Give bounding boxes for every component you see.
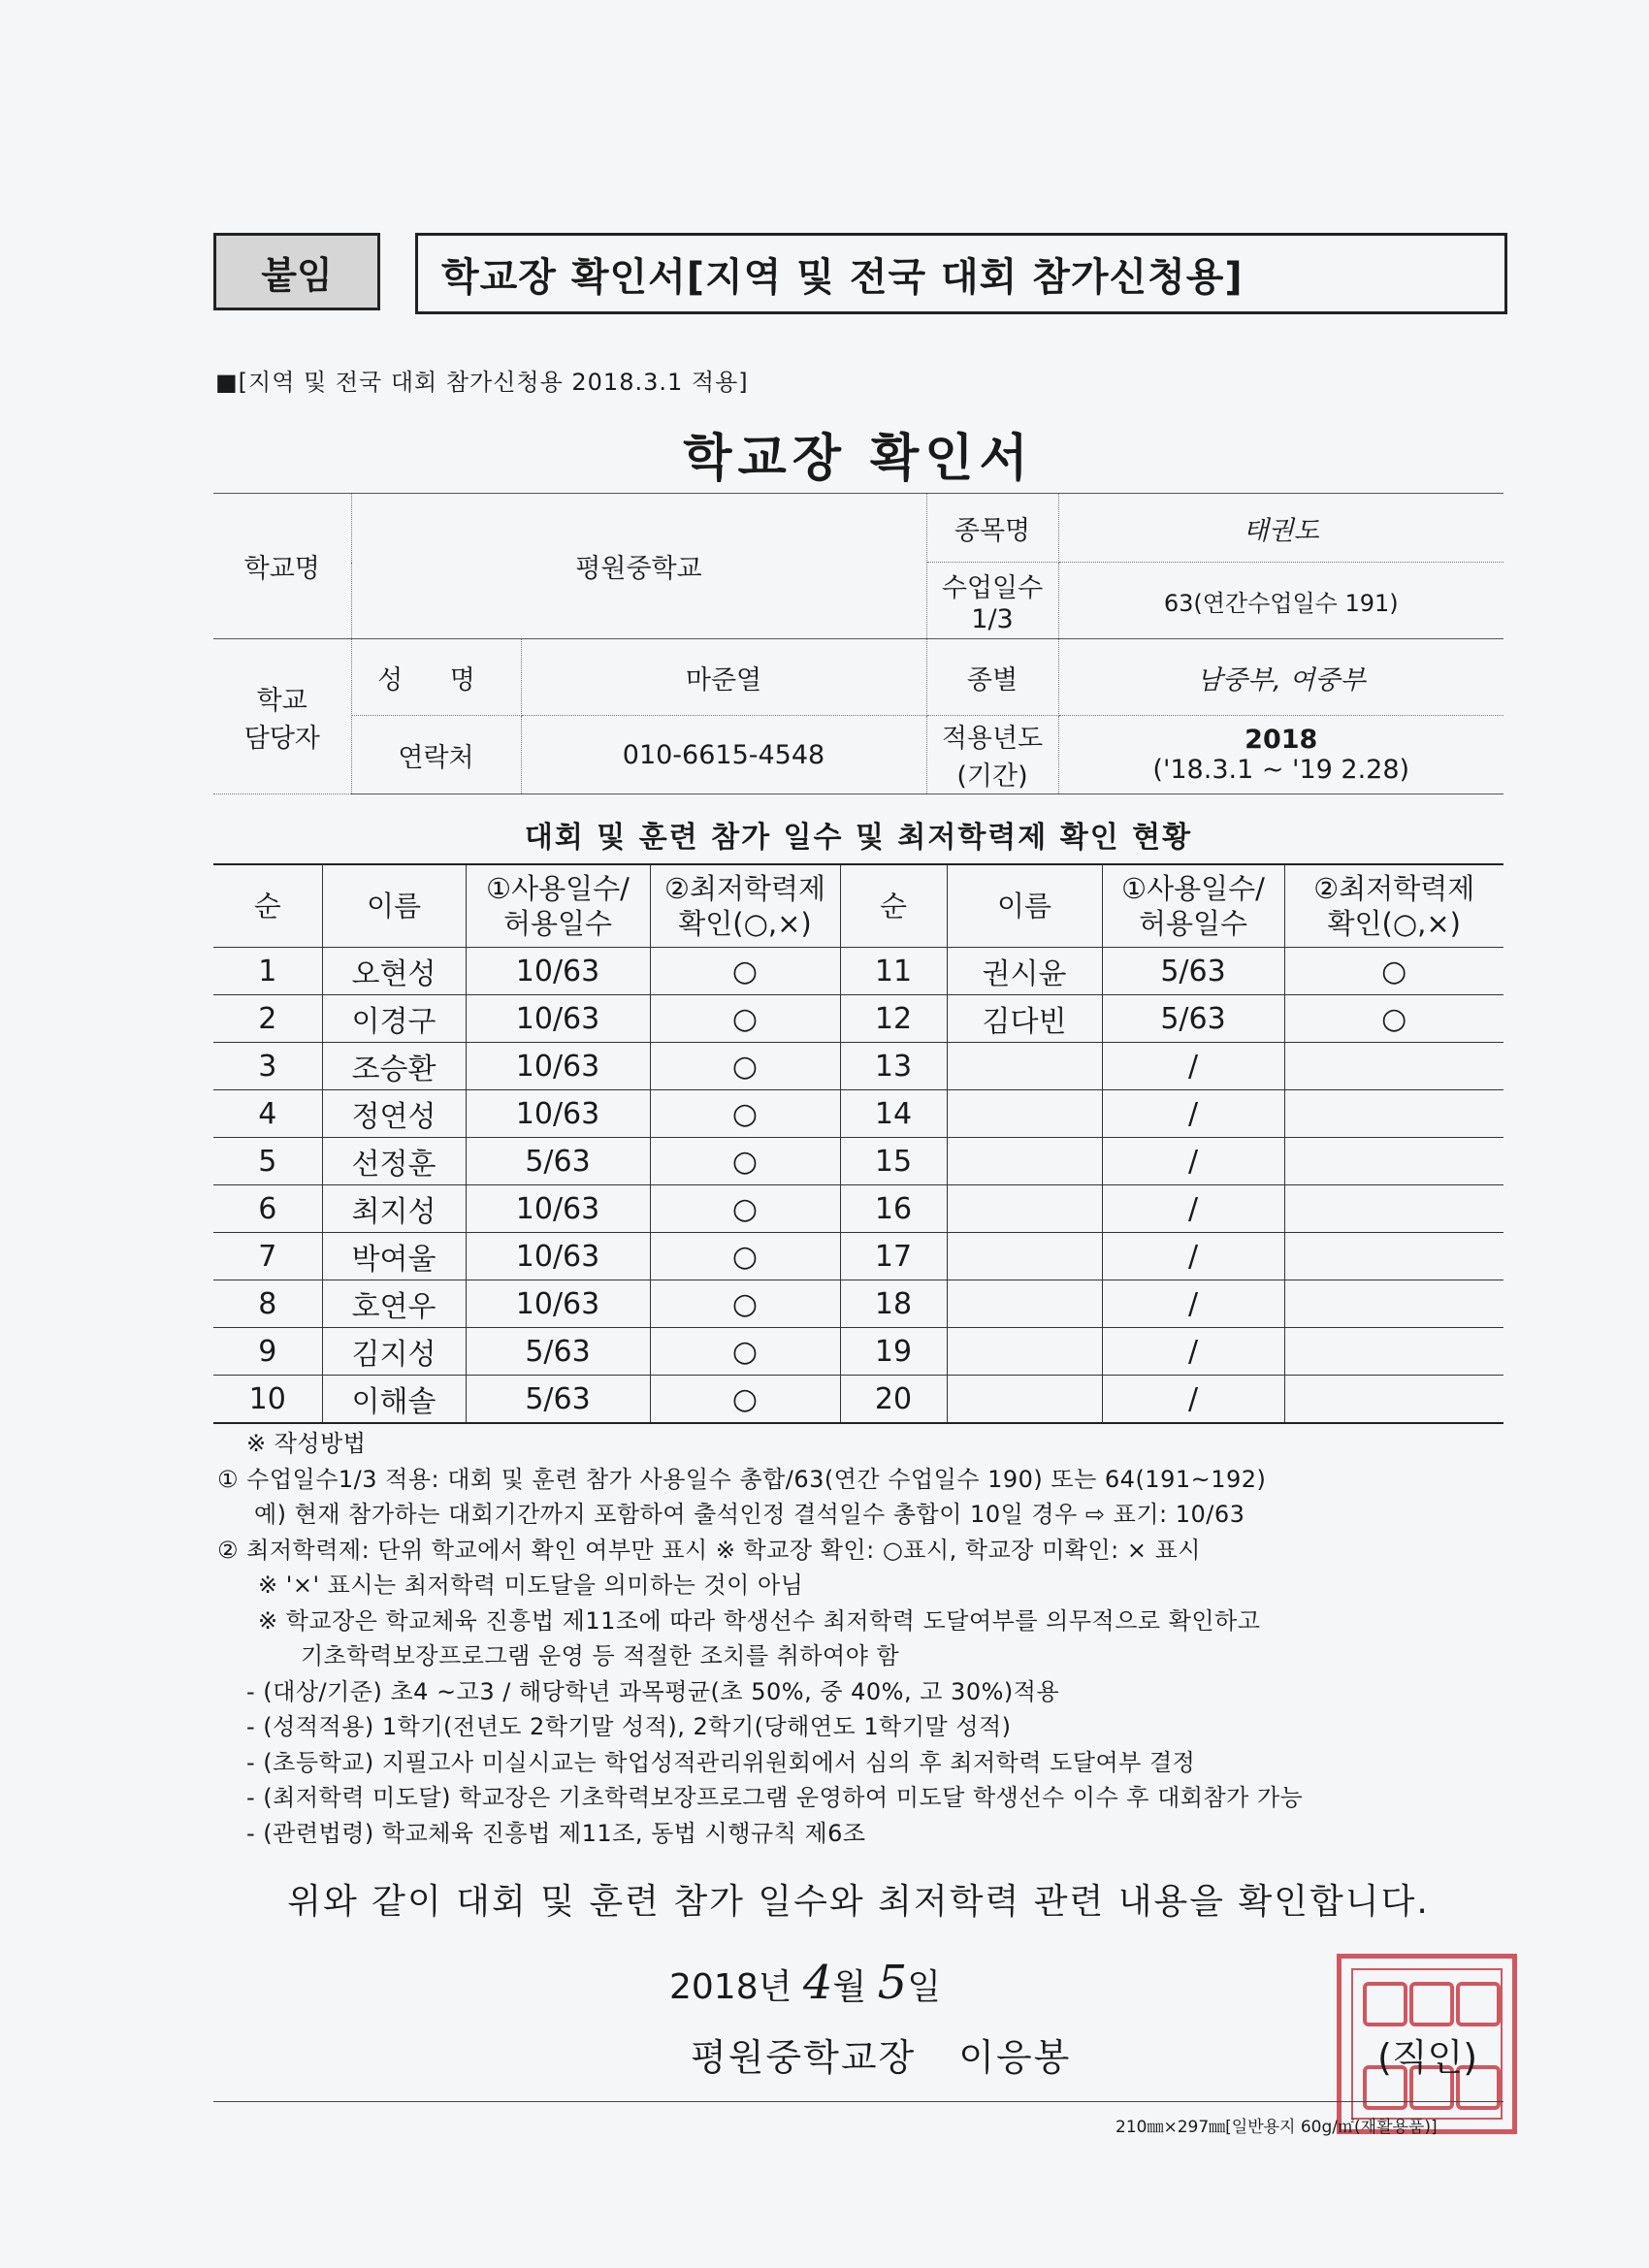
table-row bbox=[213, 1280, 1504, 1328]
row-days-right: / bbox=[1102, 1376, 1284, 1424]
row-check: ○ bbox=[650, 1280, 840, 1328]
row-name-right bbox=[947, 1185, 1102, 1233]
sport-value: 태권도 bbox=[1058, 494, 1504, 563]
row-no: 8 bbox=[213, 1280, 322, 1328]
bottom-divider bbox=[213, 2101, 1504, 2102]
document-title: 학교장 확인서 bbox=[683, 430, 1034, 488]
col-header-check-line2: 확인(○,×) bbox=[678, 907, 812, 940]
row-name-right bbox=[947, 1328, 1102, 1376]
date-month-unit: 월 bbox=[832, 1967, 867, 2007]
row-days: 10/63 bbox=[466, 1233, 650, 1280]
row-days-right: / bbox=[1102, 1138, 1284, 1185]
school-name-label: 학교명 bbox=[213, 494, 351, 639]
table-row bbox=[213, 1233, 1504, 1280]
row-check-right bbox=[1284, 1376, 1504, 1424]
row-no: 6 bbox=[213, 1185, 322, 1233]
note-item: ※ '×' 표시는 최저학력 미도달을 의미하는 것이 아님 bbox=[258, 1571, 804, 1599]
note-item: - (초등학교) 지필고사 미실시교는 학업성적관리위원회에서 심의 후 최저학력 도달여부 결정 bbox=[246, 1748, 1196, 1776]
school-days-label-line1: 수업일수 bbox=[941, 573, 1044, 603]
col-header-check-right bbox=[1284, 864, 1504, 948]
date-day-unit: 일 bbox=[907, 1967, 941, 2007]
row-no: 3 bbox=[213, 1043, 322, 1090]
manager-name-label: 성 명 bbox=[351, 639, 521, 716]
row-name-right bbox=[947, 1280, 1102, 1328]
col-header-days-right-line2: 허용일수 bbox=[1138, 907, 1248, 940]
row-name: 오현성 bbox=[322, 948, 466, 995]
row-days: 5/63 bbox=[466, 1376, 650, 1424]
row-name-right bbox=[947, 1138, 1102, 1185]
row-check-right bbox=[1284, 1185, 1504, 1233]
seal-glyph-shape bbox=[1363, 1982, 1407, 2026]
col-header-check-right-line2: 확인(○,×) bbox=[1327, 907, 1461, 940]
contact-person-label-line1: 학교 bbox=[256, 685, 307, 716]
row-no-right: 13 bbox=[840, 1043, 947, 1090]
attachment-tag bbox=[213, 233, 380, 310]
sport-label: 종목명 bbox=[926, 494, 1058, 563]
form-title-label: 학교장 확인서[지역 및 전국 대회 참가신청용] bbox=[441, 254, 1244, 300]
table-row bbox=[213, 1376, 1504, 1424]
row-days-right: / bbox=[1102, 1185, 1284, 1233]
paper-spec-footer: 210㎜×297㎜[일반용지 60g/㎡(재활용품)] bbox=[1116, 2118, 1438, 2137]
note-item: ② 최저학력제: 단위 학교에서 확인 여부만 표시 ※ 학교장 확인: ○표시, 학교장 미확인: × 표시 bbox=[217, 1536, 1201, 1564]
row-name-right bbox=[947, 1043, 1102, 1090]
seal-glyph-shape bbox=[1409, 1982, 1454, 2026]
row-no-right: 20 bbox=[840, 1376, 947, 1424]
row-no-right: 14 bbox=[840, 1090, 947, 1138]
table-row bbox=[213, 1328, 1504, 1376]
row-name-right bbox=[947, 1090, 1102, 1138]
seal-label: (직인) bbox=[1377, 2036, 1478, 2079]
row-days: 10/63 bbox=[466, 995, 650, 1043]
col-header-check-line1: ②최저학력제 bbox=[663, 871, 826, 905]
row-check: ○ bbox=[650, 948, 840, 995]
row-check: ○ bbox=[650, 1090, 840, 1138]
apply-year-period: ('18.3.1 ~ '19 2.28) bbox=[1152, 755, 1410, 785]
attachment-tag-label: 붙임 bbox=[261, 253, 333, 297]
row-days-right: / bbox=[1102, 1043, 1284, 1090]
note-item: - (대상/기준) 초4 ~고3 / 해당학년 과목평균(초 50%, 중 40%, 고 30%)적용 bbox=[246, 1677, 1060, 1705]
row-check: ○ bbox=[650, 995, 840, 1043]
date-month-handwritten: 4 bbox=[802, 1956, 833, 2010]
row-name: 김지성 bbox=[322, 1328, 466, 1376]
contact-person-label-line2: 담당자 bbox=[243, 723, 320, 754]
row-name: 조승환 bbox=[322, 1043, 466, 1090]
row-days: 10/63 bbox=[466, 1043, 650, 1090]
row-no: 7 bbox=[213, 1233, 322, 1280]
writing-instructions bbox=[217, 1426, 1517, 1851]
note-item: - (관련법령) 학교체육 진흥법 제11조, 동법 시행규칙 제6조 bbox=[246, 1819, 866, 1847]
row-name: 이해솔 bbox=[322, 1376, 466, 1424]
row-name-right bbox=[947, 1233, 1102, 1280]
form-title-box bbox=[415, 233, 1507, 314]
col-header-name-right: 이름 bbox=[947, 864, 1102, 948]
row-check-right: ○ bbox=[1284, 948, 1504, 995]
section-title: 대회 및 훈련 참가 일수 및 최저학력제 확인 현황 bbox=[524, 821, 1193, 855]
notes-heading: ※ 작성방법 bbox=[246, 1430, 367, 1457]
row-check: ○ bbox=[650, 1328, 840, 1376]
seal-glyph-shape bbox=[1456, 1982, 1501, 2026]
phone-label: 연락처 bbox=[351, 716, 521, 794]
apply-year-label-line1: 적용년도 bbox=[941, 724, 1044, 754]
row-check-right bbox=[1284, 1043, 1504, 1090]
apply-year-label-line2: (기간) bbox=[956, 761, 1028, 792]
row-no-right: 15 bbox=[840, 1138, 947, 1185]
application-notice: ■[지역 및 전국 대회 참가신청용 2018.3.1 적용] bbox=[215, 369, 749, 396]
note-item: ① 수업일수1/3 적용: 대회 및 훈련 참가 사용일수 총합/63(연간 수업일수 190) 또는 64(191~192) bbox=[217, 1465, 1267, 1493]
row-check-right bbox=[1284, 1233, 1504, 1280]
col-header-days-line2: 허용일수 bbox=[502, 907, 613, 940]
row-days: 5/63 bbox=[466, 1138, 650, 1185]
row-check: ○ bbox=[650, 1376, 840, 1424]
note-item: 기초학력보장프로그램 운영 등 적절한 조치를 취하여야 함 bbox=[301, 1642, 900, 1669]
note-item: - (최저학력 미도달) 학교장은 기초학력보장프로그램 운영하여 미도달 학생선수 이수 후 대회참가 가능 bbox=[246, 1784, 1304, 1811]
row-no: 2 bbox=[213, 995, 322, 1043]
row-no: 1 bbox=[213, 948, 322, 995]
row-days: 10/63 bbox=[466, 1090, 650, 1138]
school-principal-title: 평원중학교장 bbox=[691, 2036, 917, 2079]
row-days-right: / bbox=[1102, 1090, 1284, 1138]
row-no-right: 18 bbox=[840, 1280, 947, 1328]
participation-table bbox=[213, 863, 1504, 1424]
principal-signature-line bbox=[691, 2027, 1071, 2081]
row-no-right: 11 bbox=[840, 948, 947, 995]
school-days-value: 63(연간수업일수 191) bbox=[1058, 563, 1504, 639]
row-days-right: / bbox=[1102, 1233, 1284, 1280]
school-info-table bbox=[213, 493, 1504, 794]
row-no-right: 16 bbox=[840, 1185, 947, 1233]
phone-value: 010-6615-4548 bbox=[521, 716, 926, 794]
row-no: 9 bbox=[213, 1328, 322, 1376]
row-days-right: / bbox=[1102, 1328, 1284, 1376]
row-check-right bbox=[1284, 1280, 1504, 1328]
row-name-right bbox=[947, 1376, 1102, 1424]
table-row bbox=[213, 1138, 1504, 1185]
col-header-days bbox=[466, 864, 650, 948]
apply-year-value-cell bbox=[1058, 716, 1504, 794]
row-check: ○ bbox=[650, 1043, 840, 1090]
col-header-days-right bbox=[1102, 864, 1284, 948]
col-header-check-right-line1: ②최저학력제 bbox=[1313, 871, 1475, 905]
row-days: 5/63 bbox=[466, 1328, 650, 1376]
row-days: 10/63 bbox=[466, 1185, 650, 1233]
row-name: 이경구 bbox=[322, 995, 466, 1043]
row-no: 10 bbox=[213, 1376, 322, 1424]
row-no-right: 19 bbox=[840, 1328, 947, 1376]
col-header-days-right-line1: ①사용일수/ bbox=[1121, 871, 1265, 905]
issue-date bbox=[669, 1956, 941, 2010]
row-check: ○ bbox=[650, 1138, 840, 1185]
row-name: 정연성 bbox=[322, 1090, 466, 1138]
row-days-right: / bbox=[1102, 1280, 1284, 1328]
row-name: 박여울 bbox=[322, 1233, 466, 1280]
row-check-right: ○ bbox=[1284, 995, 1504, 1043]
row-name: 호연우 bbox=[322, 1280, 466, 1328]
row-no: 5 bbox=[213, 1138, 322, 1185]
table-row bbox=[213, 1043, 1504, 1090]
col-header-check bbox=[650, 864, 840, 948]
principal-name: 이응봉 bbox=[958, 2036, 1072, 2079]
confirmation-statement: 위와 같이 대회 및 훈련 참가 일수와 최저학력 관련 내용을 확인합니다. bbox=[287, 1882, 1430, 1922]
col-header-no-right: 순 bbox=[840, 864, 947, 948]
row-check-right bbox=[1284, 1138, 1504, 1185]
row-name-right: 권시윤 bbox=[947, 948, 1102, 995]
table-row bbox=[213, 1185, 1504, 1233]
manager-name-value: 마준열 bbox=[521, 639, 926, 716]
table-row bbox=[213, 948, 1504, 995]
row-days-right: 5/63 bbox=[1102, 995, 1284, 1043]
division-label: 종별 bbox=[926, 639, 1058, 716]
row-days: 10/63 bbox=[466, 948, 650, 995]
note-item: 예) 현재 참가하는 대회기간까지 포함하여 출석인정 결석일수 총합이 10일 경우 ⇨ 표기: 10/63 bbox=[254, 1501, 1245, 1528]
date-day-handwritten: 5 bbox=[877, 1956, 908, 2010]
table-row bbox=[213, 1090, 1504, 1138]
contact-person-label bbox=[213, 639, 351, 794]
row-name-right: 김다빈 bbox=[947, 995, 1102, 1043]
school-days-label bbox=[926, 563, 1058, 639]
school-name-value: 평원중학교 bbox=[351, 494, 926, 639]
row-check-right bbox=[1284, 1090, 1504, 1138]
table-row bbox=[213, 995, 1504, 1043]
apply-year-value: 2018 bbox=[1245, 725, 1318, 755]
row-days-right: 5/63 bbox=[1102, 948, 1284, 995]
row-name: 선정훈 bbox=[322, 1138, 466, 1185]
row-name: 최지성 bbox=[322, 1185, 466, 1233]
row-check: ○ bbox=[650, 1233, 840, 1280]
col-header-days-line1: ①사용일수/ bbox=[486, 871, 630, 905]
row-check-right bbox=[1284, 1328, 1504, 1376]
row-no: 4 bbox=[213, 1090, 322, 1138]
school-days-label-line2: 1/3 bbox=[971, 604, 1014, 634]
row-no-right: 17 bbox=[840, 1233, 947, 1280]
row-days: 10/63 bbox=[466, 1280, 650, 1328]
note-item: ※ 학교장은 학교체육 진흥법 제11조에 따라 학생선수 최저학력 도달여부를 의무적으로 확인하고 bbox=[258, 1606, 1261, 1635]
apply-year-label bbox=[926, 716, 1058, 794]
row-no-right: 12 bbox=[840, 995, 947, 1043]
division-value: 남중부, 여중부 bbox=[1058, 639, 1504, 716]
participation-table-body bbox=[213, 948, 1504, 1424]
col-header-name: 이름 bbox=[322, 864, 466, 948]
date-year: 2018년 bbox=[669, 1967, 792, 2007]
note-item: - (성적적용) 1학기(전년도 2학기말 성적), 2학기(당해연도 1학기말 성적) bbox=[246, 1713, 1012, 1740]
row-check: ○ bbox=[650, 1185, 840, 1233]
col-header-no: 순 bbox=[213, 864, 322, 948]
